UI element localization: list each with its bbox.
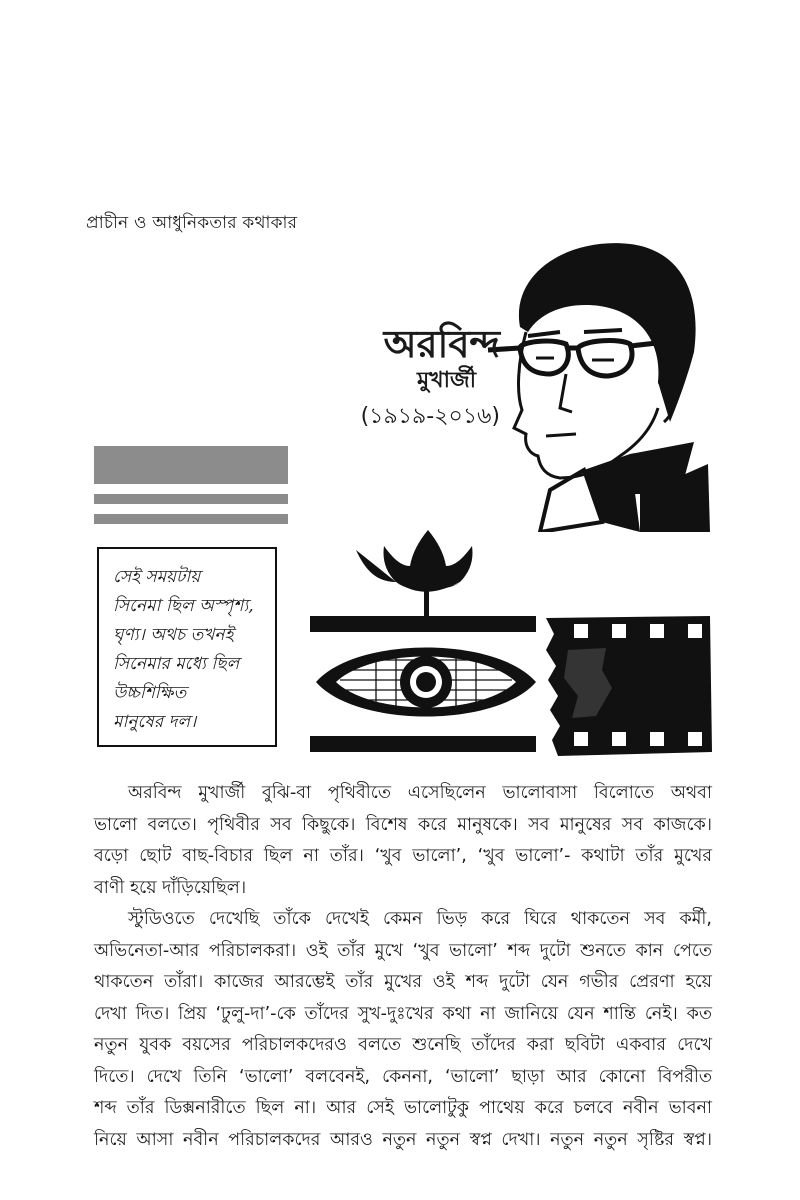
body-line: বাণী হয়ে দাঁড়িয়েছিল। [94, 877, 247, 898]
portrait-illustration [480, 232, 710, 532]
lotus-eye-film-graphic [306, 520, 716, 760]
body-line: স্টুডিওতে দেখেছি তাঁকে দেখেই কেমন ভিড় করে ঘিরে থাকতেন সব কর্মী, [128, 909, 712, 929]
body-line: নতুন যুবক বয়সের পরিচালকদেরও বলতে শুনেছি তাঁদের করা ছবিটা একবার দেখে [94, 1035, 712, 1055]
body-line: বড়ো ছোট বাছ-বিচার ছিল না তাঁর। ‘খুব ভালো’, ‘খুব ভালো’- কথাটা তাঁর মুখের [94, 846, 712, 866]
paragraph [94, 778, 712, 904]
body-line: ভালো বলতে। পৃথিবীর সব কিছুকে। বিশেষ করে মানুষকে। সব মানুষের সব কাজকে। [94, 814, 712, 835]
body-line: অভিনেতা-আর পরিচালকরা। ওই তাঁর মুখে ‘খুব ভালো’ শব্দ দুটো শুনতে কান পেতে [94, 940, 712, 961]
pull-quote-box [97, 547, 277, 747]
pull-quote-line: সিনেমা ছিল অস্পৃশ্য, [113, 596, 254, 616]
body-line: অরবিন্দ মুখার্জী বুঝি-বা পৃথিবীতে এসেছিলেন ভালোবাসা বিলোতে অথবা [128, 783, 712, 803]
body-line: দেখা দিত। প্রিয় ‘ঢুলু-দা’-কে তাঁদের সুখ-দুঃখের কথা না জানিয়ে যেন শান্তি নেই। কত [94, 1003, 712, 1024]
decorative-stripes [94, 446, 288, 532]
eye-icon [316, 648, 536, 717]
pull-quote-line: সিনেমার মধ্যে ছিল [113, 654, 240, 674]
title-last-name: মুখার্জী [416, 368, 476, 393]
running-head: প্রাচীন ও আধুনিকতার কথাকার [86, 213, 298, 233]
body-line: শব্দ তাঁর ডিক্সনারীতে ছিল না। আর সেই ভালোটুকু পাথেয় করে চলবে নবীন ভাবনা [94, 1098, 712, 1118]
title-first-name: অরবিন্দ [383, 322, 500, 366]
body-line: নিয়ে আসা নবীন পরিচালকদের আরও নতুন নতুন স্বপ্ন দেখা। নতুন নতুন সৃষ্টির স্বপ্ন। [94, 1129, 712, 1150]
pull-quote-line: মানুষের দল। [113, 712, 197, 732]
body-line: থাকতেন তাঁরা। কাজের আরম্ভেই তাঁর মুখের ওই শব্দ দুটো যেন গভীর প্রেরণা হয়ে [94, 972, 712, 992]
title-block [300, 322, 500, 432]
body-line: দিতে। দেখে তিনি ‘ভালো’ বলবেনই, কেননা, ‘ভালো’ ছাড়া আর কোনো বিপরীত [94, 1066, 712, 1087]
paragraph [94, 904, 712, 1156]
lotus-icon [356, 530, 473, 622]
pull-quote-line: উচ্চশিক্ষিত [113, 683, 187, 703]
pull-quote-line: ঘৃণ্য। অথচ তখনই [113, 625, 234, 645]
pull-quote-line: সেই সময়টায় [113, 567, 201, 587]
film-strip-icon [546, 616, 712, 756]
title-years: (১৯১৯-২০১৬) [360, 404, 500, 429]
body-text [94, 778, 712, 1156]
